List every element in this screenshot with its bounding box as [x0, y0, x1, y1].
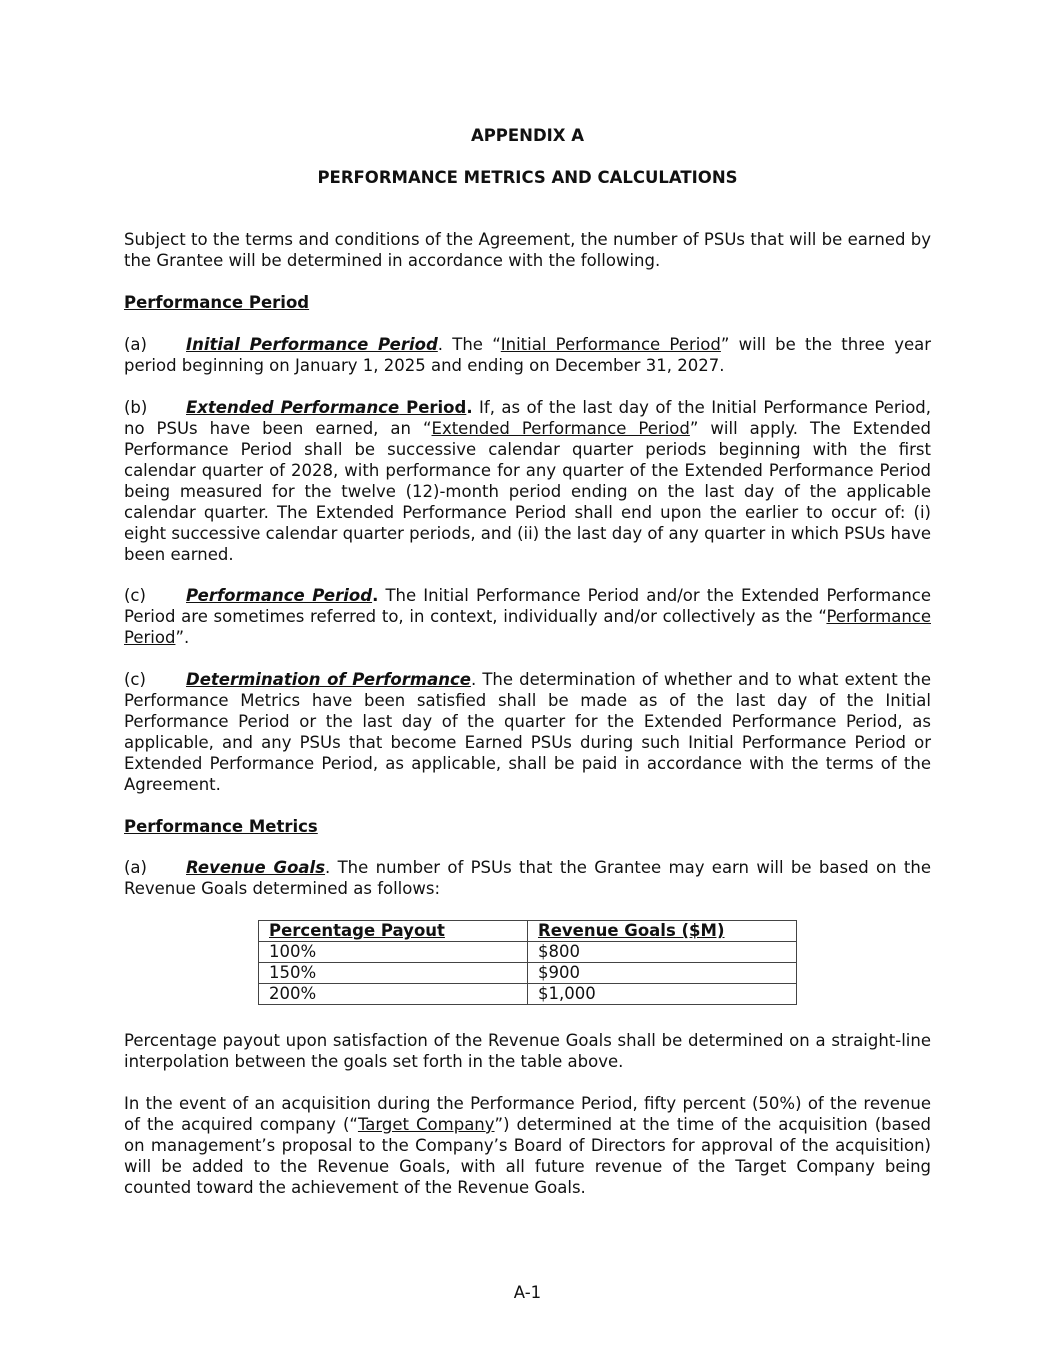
clause-extended-performance-period: (b) Extended Performance Period. If, as of the last day of the Initial Performance Period, no PSUs have been earned, an “Extended Performance Period” will apply. The Extended Performance Period shall be successive calendar quarter periods beginning with the first calendar quarter of 2028, with performance for any quarter of the Extended Performance Period being measured for the twelve (12)-month period ending on the last day of the applicable calendar quarter. The Extended Performance Period shall end upon the earlier to occur of: (i) eight successive calendar quarter periods, and (ii) the last day of any quarter in which PSUs have been earned.: [124, 398, 932, 564]
revenue-goals-table: [258, 920, 797, 1005]
clause-label: (c): [124, 586, 146, 605]
column-header: Revenue Goals ($M): [528, 921, 797, 942]
table-cell: 100%: [259, 942, 528, 963]
table-cell: 200%: [259, 984, 528, 1005]
defined-term: Revenue Goals: [186, 858, 326, 877]
defined-term: Performance Period: [186, 586, 373, 605]
defined-term: Initial Performance Period: [186, 335, 438, 354]
clause-initial-performance-period: (a) Initial Performance Period. The “Initial Performance Period” will be the three year period beginning on January 1, 2025 and ending on December 31, 2027.: [124, 335, 932, 375]
table-cell: $900: [528, 963, 797, 984]
performance-metrics-heading: Performance Metrics: [124, 817, 318, 836]
clause-label: (c): [124, 670, 146, 689]
definition-reference: Initial Performance Period: [500, 335, 721, 354]
definition-reference: Extended Performance Period: [431, 419, 690, 438]
definition-reference: Performance Period: [124, 607, 931, 647]
defined-term: Determination of Performance: [186, 670, 471, 689]
defined-term: Extended Performance: [186, 398, 400, 417]
column-header: Percentage Payout: [259, 921, 528, 942]
definition-reference: Target Company: [357, 1115, 495, 1134]
acquisition-paragraph: In the event of an acquisition during the Performance Period, fifty percent (50%) of the revenue of the acquired company (“Target Company”) determined at the time of the acquisition (based on management’s proposal to the Company’s Board of Directors for approval of the acquisition) will be added to the Revenue Goals, with all future revenue of the Target Company being counted toward the achievement of the Revenue Goals.: [124, 1094, 931, 1197]
performance-period-heading: Performance Period: [124, 293, 310, 312]
table-row: [259, 942, 797, 963]
clause-label: (a): [124, 335, 147, 354]
table-cell: $800: [528, 942, 797, 963]
clause-label: (b): [124, 398, 148, 417]
interpolation-paragraph: Percentage payout upon satisfaction of the Revenue Goals shall be determined on a straight-line interpolation between the goals set forth in the table above.: [124, 1031, 931, 1071]
page-number: A-1: [513, 1283, 542, 1302]
clause-determination-of-performance: (c) Determination of Performance. The determination of whether and to what extent the Performance Metrics have been satisfied shall be made as of the last day of the Initial Performance Period or the last day of the quarter for the Extended Performance Period, as applicable, and any PSUs that become Earned PSUs during such Initial Performance Period or Extended Performance Period, as applicable, shall be paid in accordance with the terms of the Agreement.: [124, 670, 931, 794]
clause-performance-period: (c) Performance Period. The Initial Performance Period and/or the Extended Performance Period are sometimes referred to, in context, individually and/or collectively as the “Performance Period”.: [124, 586, 932, 647]
intro-paragraph: Subject to the terms and conditions of the Agreement, the number of PSUs that will be earned by the Grantee will be determined in accordance with the following.: [124, 230, 931, 270]
document-title: PERFORMANCE METRICS AND CALCULATIONS: [317, 168, 738, 187]
appendix-title: APPENDIX A: [470, 126, 585, 145]
clause-label: (a): [124, 858, 147, 877]
clause-revenue-goals: (a) Revenue Goals. The number of PSUs that the Grantee may earn will be based on the Revenue Goals determined as follows:: [124, 858, 931, 898]
table-cell: 150%: [259, 963, 528, 984]
table-cell: $1,000: [528, 984, 797, 1005]
table-row: [259, 963, 797, 984]
table-header-row: [259, 921, 797, 942]
table-row: [259, 984, 797, 1005]
